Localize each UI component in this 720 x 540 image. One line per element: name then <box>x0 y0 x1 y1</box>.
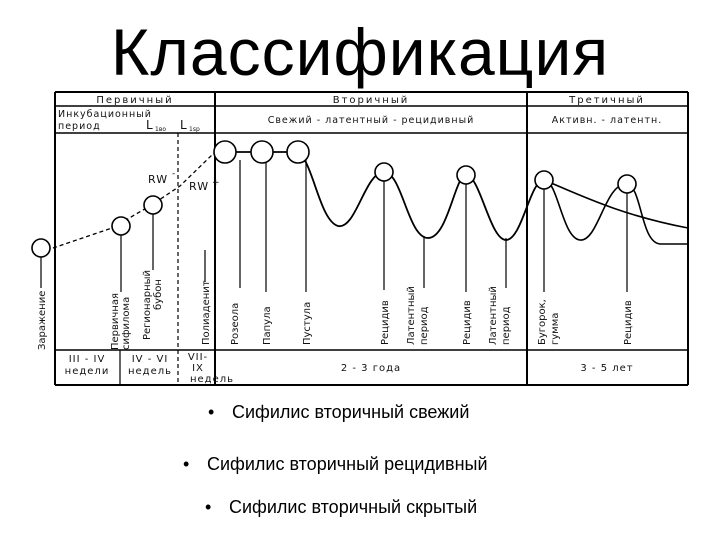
label-pustule: Пустула <box>302 301 313 345</box>
label-tubercle-2: гумма <box>550 312 561 345</box>
bullet-dot: • <box>183 454 190 474</box>
bullet-dot: • <box>208 402 215 422</box>
table-frame <box>55 92 688 385</box>
node-chancre <box>112 217 130 235</box>
slide-title: Классификация <box>110 15 610 89</box>
duration-1-line2: недели <box>64 366 110 377</box>
bullet-text: Сифилис вторичный свежий <box>232 402 470 422</box>
label-chancre-1: Первичная <box>110 292 121 350</box>
l-mark-2: L <box>180 118 188 132</box>
label-relapse-2: Рецидив <box>462 300 473 345</box>
l-sub-1: 1во <box>155 126 167 133</box>
label-latent-2a: Латентный <box>488 286 499 345</box>
rw-negative: RW <box>148 173 169 186</box>
header-tertiary: Третичный <box>569 95 645 106</box>
duration-2-line2: недель <box>127 366 173 377</box>
label-latent-1a: Латентный <box>406 286 417 345</box>
header-primary: Первичный <box>96 95 174 106</box>
node-infection <box>32 239 50 257</box>
stage-nodes <box>32 141 636 257</box>
header-secondary: Вторичный <box>332 95 410 106</box>
label-infection: Заражение <box>37 290 48 350</box>
label-bubo-2: бубон <box>153 279 164 310</box>
tertiary-subheader: Активн. - латентн. <box>551 115 663 126</box>
label-latent-2b: период <box>501 306 512 345</box>
incubation-label-line2: период <box>58 121 101 132</box>
node-roseola <box>214 141 236 163</box>
node-tubercle <box>535 171 553 189</box>
primary-course-line <box>53 153 214 248</box>
secondary-subheader: Свежий - латентный - рецидивный <box>267 115 475 126</box>
node-bubo <box>144 196 162 214</box>
label-roseola: Розеола <box>230 302 241 345</box>
l-sub-2: 1sp <box>189 126 200 133</box>
label-relapse-1: Рецидив <box>380 300 391 345</box>
label-papule: Папула <box>262 306 273 345</box>
duration-3-line1: VII- <box>187 352 209 363</box>
label-chancre-2: сифилома <box>121 296 132 350</box>
incubation-label-line1: Инкубационный <box>58 109 152 120</box>
label-tubercle-1: Бугорок, <box>537 299 548 345</box>
duration-1-line1: III - IV <box>68 354 106 365</box>
label-bubo-1: Регионарный <box>142 270 153 340</box>
duration-3-line3: недель <box>189 374 235 385</box>
node-papule <box>251 141 273 163</box>
bullet-dot: • <box>205 497 212 517</box>
node-relapse-3 <box>618 175 636 193</box>
duration-secondary: 2 - 3 года <box>340 363 402 374</box>
node-pustule <box>287 141 309 163</box>
label-polyadenitis: Полиаденит <box>201 280 212 345</box>
node-relapse-2 <box>457 166 475 184</box>
bullet-item <box>183 453 488 475</box>
duration-3-line2: IX <box>192 363 204 374</box>
tertiary-course-wave <box>544 180 688 244</box>
label-latent-1b: период <box>419 306 430 345</box>
bullet-text: Сифилис вторичный скрытый <box>229 497 478 517</box>
node-relapse-1 <box>375 163 393 181</box>
rw-positive-sign: + <box>212 178 221 188</box>
label-relapse-3: Рецидив <box>623 300 634 345</box>
l-mark-1: L <box>146 118 154 132</box>
rw-positive: RW <box>189 180 210 193</box>
bullet-text: Сифилис вторичный рецидивный <box>207 454 488 474</box>
bullet-item <box>208 401 469 423</box>
bullet-item <box>205 496 477 518</box>
rw-negative-sign: - <box>172 169 177 179</box>
duration-tertiary: 3 - 5 лет <box>580 363 634 374</box>
duration-2-line1: IV - VI <box>131 354 169 365</box>
